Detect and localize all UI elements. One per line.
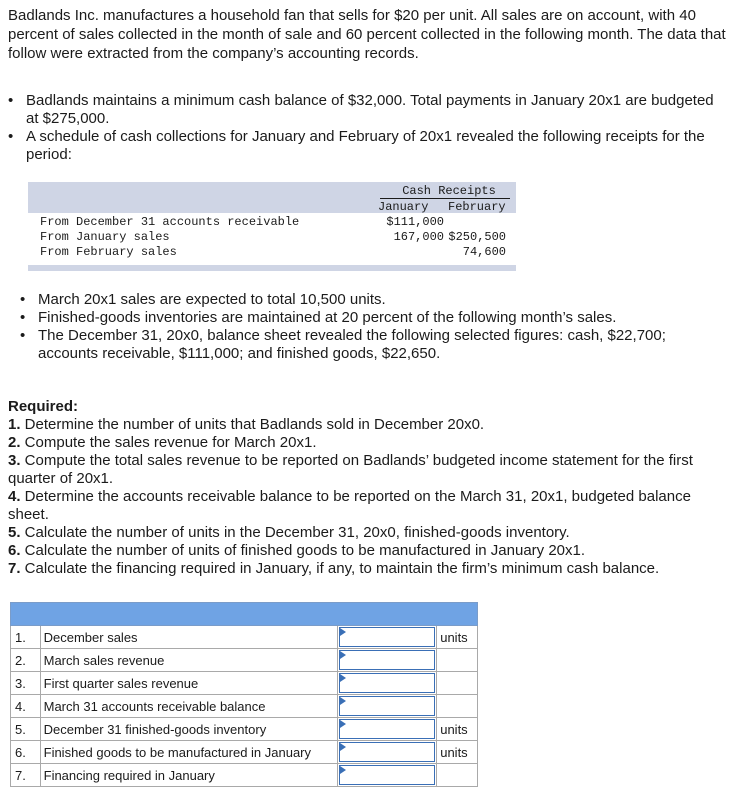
answer-input-march-31-receivable[interactable] xyxy=(348,699,430,713)
fact-min-cash: • Badlands maintains a minimum cash balance of $32,000. Total payments in January 20x1 are budgeted at $275,000. xyxy=(8,92,730,128)
row-label: From February sales xyxy=(40,245,177,259)
fact-cash-collections: • A schedule of cash collections for January and February of 20x1 revealed the following receipts for the period: xyxy=(8,128,730,164)
row-label: Financing required in January xyxy=(40,764,337,787)
column-header-february: February xyxy=(448,200,506,214)
february-value: 74,600 xyxy=(462,245,506,259)
table-row xyxy=(40,230,516,245)
unit-label xyxy=(437,695,478,718)
fact-march-sales: • March 20x1 sales are expected to total 10,500 units. xyxy=(20,291,730,309)
answer-row xyxy=(11,626,478,649)
row-number: 2. xyxy=(11,649,41,672)
required-item: 1. Determine the number of units that Badlands sold in December 20x0. xyxy=(8,416,485,433)
unit-label xyxy=(437,649,478,672)
answer-input-january-production[interactable] xyxy=(348,745,430,759)
january-value: 167,000 xyxy=(393,230,444,244)
required-item: 4. Determine the accounts receivable balance to be reported on the March 31, 20x1, budgeted balance sheet. xyxy=(8,488,691,523)
february-value: $250,500 xyxy=(448,230,506,244)
row-label: Finished goods to be manufactured in January xyxy=(40,741,337,764)
answer-row xyxy=(11,672,478,695)
facts-list-bottom xyxy=(20,291,730,363)
title-underline xyxy=(380,198,510,199)
table-row xyxy=(40,215,516,230)
row-number: 1. xyxy=(11,626,41,649)
required-title: Required: xyxy=(8,398,79,415)
answer-input-first-quarter-sales-revenue[interactable] xyxy=(348,676,430,690)
unit-label xyxy=(437,672,478,695)
unit-label: units xyxy=(437,718,478,741)
january-value: $111,000 xyxy=(386,215,444,229)
table-footer-band xyxy=(28,265,516,271)
answer-input-december-finished-goods[interactable] xyxy=(348,722,430,736)
fact-balance-sheet: • The December 31, 20x0, balance sheet revealed the following selected figures: cash, $22,700; accounts receivable, $111,000; and finished goods, $22,650. xyxy=(20,327,730,363)
row-label: First quarter sales revenue xyxy=(40,672,337,695)
problem-intro: Badlands Inc. manufactures a household fan that sells for $20 per unit. All sales are on account, with 40 percent of sales collected in the month of sale and 60 percent collected in the following month. The data that follow were extracted from the company’s accounting records. xyxy=(8,7,726,62)
row-number: 7. xyxy=(11,764,41,787)
fact-inventory-policy: • Finished-goods inventories are maintained at 20 percent of the following month’s sales. xyxy=(20,309,730,327)
row-label: March sales revenue xyxy=(40,649,337,672)
unit-label: units xyxy=(437,626,478,649)
answer-input-january-financing[interactable] xyxy=(348,768,430,782)
row-label: December 31 finished-goods inventory xyxy=(40,718,337,741)
table-row xyxy=(40,245,516,260)
required-item: 5. Calculate the number of units in the December 31, 20x0, finished-goods inventory. xyxy=(8,524,570,541)
required-item: 3. Compute the total sales revenue to be reported on Badlands’ budgeted income statement for the first quarter of 20x1. xyxy=(8,452,693,487)
required-item: 2. Compute the sales revenue for March 20x1. xyxy=(8,434,317,451)
row-label: From January sales xyxy=(40,230,170,244)
answer-table-header xyxy=(11,603,478,626)
required-section xyxy=(8,398,730,578)
table-title: Cash Receipts xyxy=(402,184,496,198)
answer-table xyxy=(10,602,478,787)
unit-label: units xyxy=(437,741,478,764)
required-item: 6. Calculate the number of units of finished goods to be manufactured in January 20x1. xyxy=(8,542,586,559)
answer-row xyxy=(11,718,478,741)
unit-label xyxy=(437,764,478,787)
cash-receipts-table xyxy=(28,182,516,272)
facts-list-top xyxy=(8,92,730,164)
answer-input-december-sales[interactable] xyxy=(348,630,430,644)
row-label: December sales xyxy=(40,626,337,649)
row-number: 4. xyxy=(11,695,41,718)
row-number: 6. xyxy=(11,741,41,764)
answer-row xyxy=(11,649,478,672)
row-label: From December 31 accounts receivable xyxy=(40,215,300,229)
answer-input-march-sales-revenue[interactable] xyxy=(348,653,430,667)
answer-row xyxy=(11,764,478,787)
row-number: 3. xyxy=(11,672,41,695)
column-header-january: January xyxy=(378,200,429,214)
row-label: March 31 accounts receivable balance xyxy=(40,695,337,718)
row-number: 5. xyxy=(11,718,41,741)
answer-row xyxy=(11,695,478,718)
required-item: 7. Calculate the financing required in January, if any, to maintain the firm’s minimum cash balance. xyxy=(8,560,660,577)
answer-row xyxy=(11,741,478,764)
